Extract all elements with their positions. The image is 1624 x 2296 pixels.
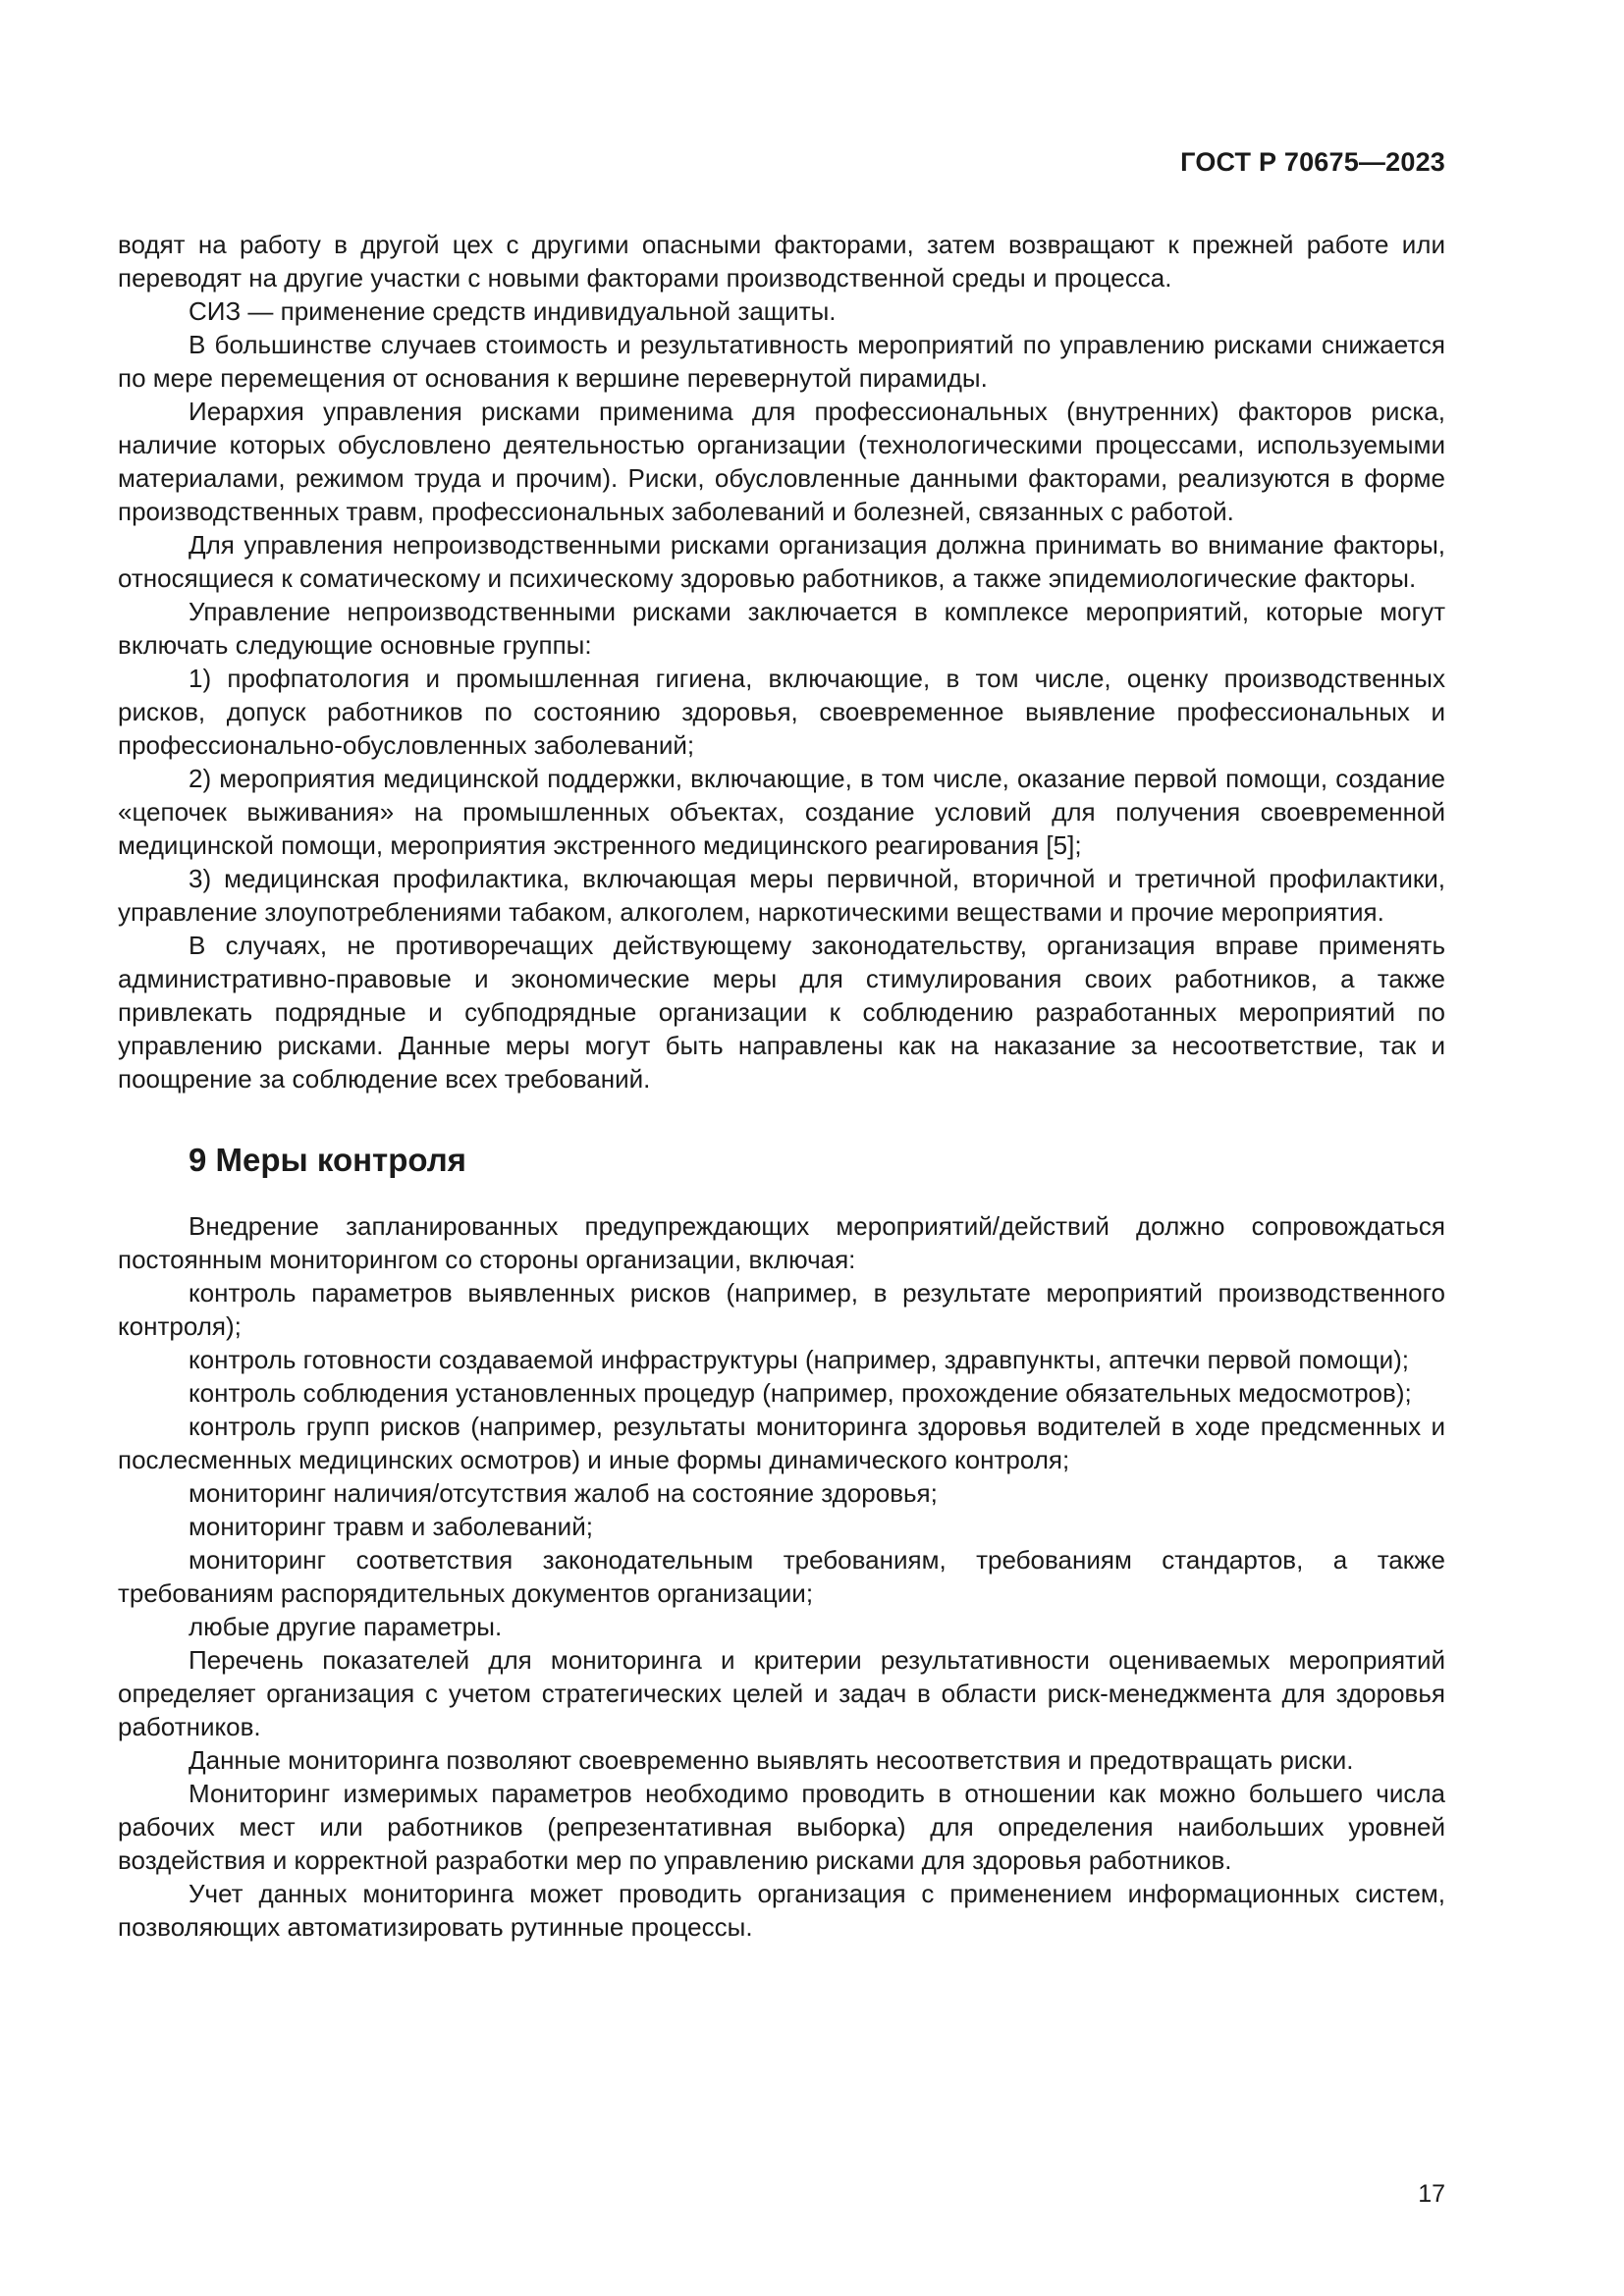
page-content [118, 228, 1445, 1944]
paragraph: водят на работу в другой цех с другими опасными факторами, затем возвращают к прежней работе или переводят на другие участки с новыми факторами производственной среды и процесса. [118, 230, 1445, 293]
document-id: ГОСТ Р 70675—2023 [1180, 147, 1445, 177]
paragraph: 1) профпатология и промышленная гигиена, включающие, в том числе, оценку производственных рисков, допуск работников по состоянию здоровья, своевременное выявление профессиональных и профессионально-обусловленных заболеваний; [118, 664, 1445, 760]
paragraph: Для управления непроизводственными рисками организация должна принимать во внимание факторы, относящиеся к соматическому и психическому здоровью работников, а также эпидемиологические факторы. [118, 530, 1445, 593]
paragraph: Управление непроизводственными рисками заключается в комплексе мероприятий, которые могут включать следующие основные группы: [118, 597, 1445, 660]
paragraph: СИЗ — применение средств индивидуальной защиты. [189, 296, 837, 326]
paragraph: контроль соблюдения установленных процедур (например, прохождение обязательных медосмотров); [189, 1378, 1412, 1408]
section-heading: 9 Меры контроля [189, 1142, 466, 1178]
paragraph: контроль параметров выявленных рисков (например, в результате мероприятий производственного контроля); [118, 1278, 1445, 1341]
paragraph: Данные мониторинга позволяют своевременно выявлять несоответствия и предотвращать риски. [189, 1745, 1354, 1775]
paragraph: Перечень показателей для мониторинга и критерии результативности оцениваемых мероприятий определяет организация с учетом стратегических целей и задач в области риск-менеджмента для здоровья работников. [118, 1645, 1445, 1741]
paragraph: Учет данных мониторинга может проводить организация с применением информационных систем, позволяющих автоматизировать рутинные процессы. [118, 1879, 1445, 1942]
paragraph: мониторинг соответствия законодательным требованиям, требованиям стандартов, а также требованиям распорядительных документов организации; [118, 1545, 1445, 1608]
paragraph: Мониторинг измеримых параметров необходимо проводить в отношении как можно большего числа рабочих мест или работников (репрезентативная выборка) для определения наибольших уровней воздействия и корректной разработки мер по управлению рисками для здоровья работников. [118, 1779, 1445, 1875]
paragraph: В случаях, не противоречащих действующему законодательству, организация вправе применять административно-правовые и экономические меры для стимулирования своих работников, а также привлекать подрядные и субподрядные организации к соблюдению разработанных мероприятий по управлению рисками. Данные меры могут быть направлены как на наказание за несоответствие, так и поощрение за соблюдение всех требований. [118, 931, 1445, 1094]
paragraph: Внедрение запланированных предупреждающих мероприятий/действий должно сопровождаться постоянным мониторингом со стороны организации, включая: [118, 1211, 1445, 1274]
paragraph: мониторинг наличия/отсутствия жалоб на состояние здоровья; [189, 1478, 938, 1508]
paragraph: контроль групп рисков (например, результаты мониторинга здоровья водителей в ходе предсменных и послесменных медицинских осмотров) и иные формы динамического контроля; [118, 1412, 1445, 1474]
paragraph: контроль готовности создаваемой инфраструктуры (например, здравпункты, аптечки первой помощи); [189, 1345, 1410, 1374]
paragraph: В большинстве случаев стоимость и результативность мероприятий по управлению рисками снижается по мере перемещения от основания к вершине перевернутой пирамиды. [118, 330, 1445, 393]
paragraph: 2) мероприятия медицинской поддержки, включающие, в том числе, оказание первой помощи, создание «цепочек выживания» на промышленных объектах, создание условий для получения своевременной медицинской помощи, мероприятия экстренного медицинского реагирования [5]; [118, 764, 1445, 860]
paragraph: Иерархия управления рисками применима для профессиональных (внутренних) факторов риска, наличие которых обусловлено деятельностью организации (технологическими процессами, используемыми материалами, режимом труда и прочим). Риски, обусловленные данными факторами, реализуются в форме производственных травм, профессиональных заболеваний и болезней, связанных с работой. [118, 397, 1445, 526]
paragraph: любые другие параметры. [189, 1612, 503, 1641]
paragraph: мониторинг травм и заболеваний; [189, 1512, 593, 1541]
page-number: 17 [1418, 2180, 1445, 2208]
paragraphs-bottom [118, 1209, 1445, 1944]
paragraphs-top [118, 228, 1445, 1095]
paragraph: 3) медицинская профилактика, включающая меры первичной, вторичной и третичной профилактики, управление злоупотреблениями табаком, алкоголем, наркотическими веществами и прочие мероприятия. [118, 864, 1445, 927]
